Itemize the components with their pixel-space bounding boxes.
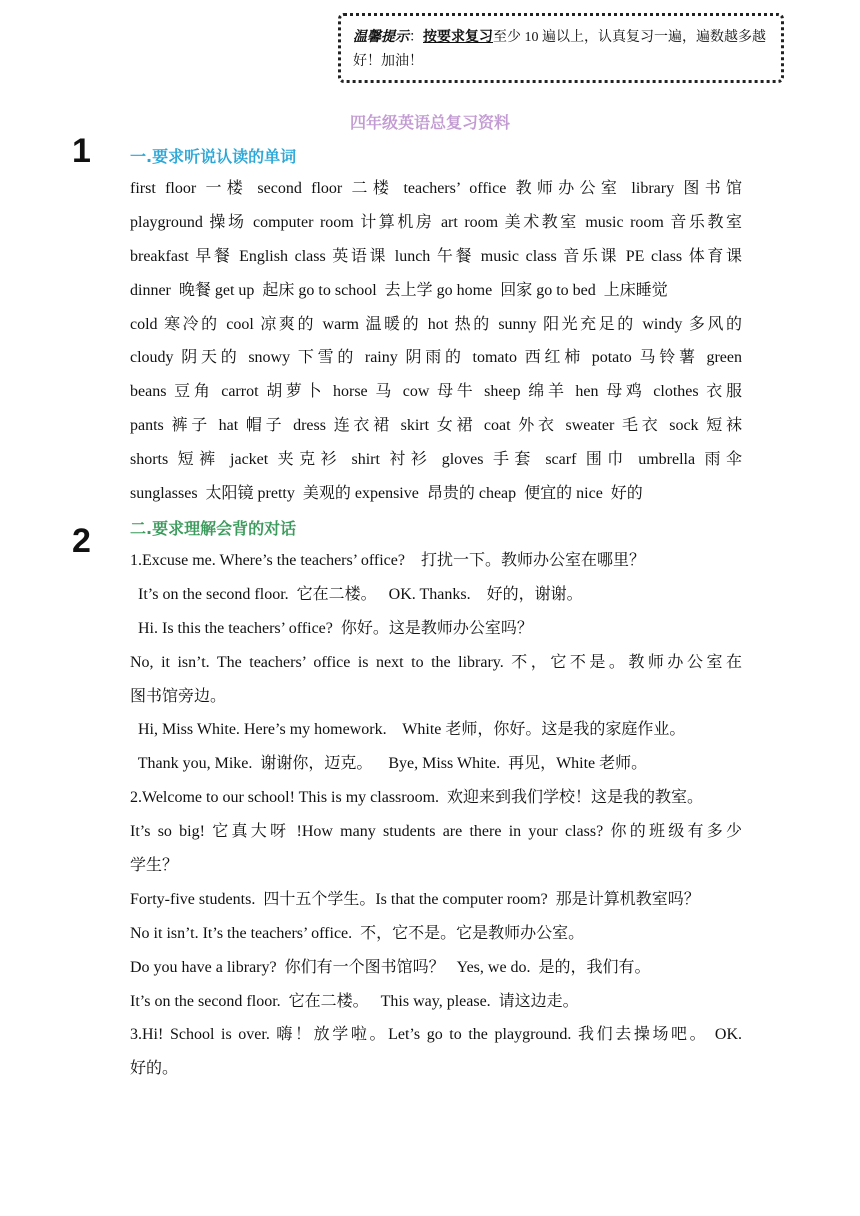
vocab-line: beans 豆角 carrot 胡萝卜 horse 马 cow 母牛 sheep 绵羊 hen 母鸡 clothes 衣服	[130, 383, 742, 401]
dialogue-line: No, it isn’t. The teachers’ office is next to the library. 不，它不是。教师办公室在	[130, 653, 742, 671]
dialogue-line: It’s so big! 它真大呀 !How many students are there in your class? 你的班级有多少	[130, 823, 742, 841]
tip-rest: 至少 10 遍以上，认真复习一遍，遍数越多越好！加油！	[353, 30, 766, 69]
vocab-line: playground 操场 computer room 计算机房 art room 美术教室 music room 音乐教室	[130, 213, 742, 231]
dialogue-line: 3.Hi! School is over. 嗨！放学啦。Let’s go to the playground. 我们去操场吧。 OK.	[130, 1026, 742, 1044]
dialogue-line: Do you have a library? 你们有一个图书馆吗？ Yes, we do. 是的，我们有。	[130, 958, 651, 976]
vocab-line: cloudy 阴天的 snowy 下雪的 rainy 阴雨的 tomato 西红柿 potato 马铃薯 green	[130, 349, 742, 367]
vocab-line: shorts 短裤 jacket 夹克衫 shirt 衬衫 gloves 手套 scarf 围巾 umbrella 雨伞	[130, 451, 742, 469]
dialogue-line: 图书馆旁边。	[130, 687, 227, 705]
dialogue-line: 1.Excuse me. Where’s the teachers’ office? 打扰一下。教师办公室在哪里？	[130, 552, 645, 569]
dialogue-line: Forty-five students. 四十五个学生。Is that the computer room? 那是计算机教室吗？	[130, 890, 700, 908]
dialogue-lines	[130, 544, 742, 1086]
dialogue-line: 好的。	[130, 1060, 179, 1078]
dialogue-line: Hi. Is this the teachers’ office? 你好。这是教师办公室吗？	[130, 619, 533, 637]
tip-label: 温馨提示	[353, 30, 409, 45]
section-heading-1: 一.要求听说认读的单词	[130, 147, 297, 166]
dialogue-line: Thank you, Mike. 谢谢你，迈克。 Bye, Miss White. 再见，White 老师。	[130, 755, 648, 773]
vocab-line: dinner 晚餐 get up 起床 go to school 去上学 go home 回家 go to bed 上床睡觉	[130, 281, 668, 299]
vocab-line: pants 裤子 hat 帽子 dress 连衣裙 skirt 女裙 coat 外衣 sweater 毛衣 sock 短袜	[130, 417, 742, 435]
dialogue-line: It’s on the second floor. 它在二楼。 This way, please. 请这边走。	[130, 992, 579, 1010]
vocabulary-lines	[130, 172, 742, 511]
dialogue-line: 学生？	[130, 857, 179, 875]
vocab-line: cold 寒冷的 cool 凉爽的 warm 温暖的 hot 热的 sunny 阳光充足的 windy 多风的	[130, 315, 742, 333]
vocab-line: first floor 一楼 second floor 二楼 teachers’ office 教师办公室 library 图书馆	[130, 180, 742, 197]
document-title: 四年级英语总复习资料	[349, 113, 510, 132]
tip-requirement: 按要求复习	[423, 30, 493, 45]
vocab-line: breakfast 早餐 English class 英语课 lunch 午餐 music class 音乐课 PE class 体育课	[130, 247, 742, 265]
section-number-1: 1	[72, 132, 91, 170]
vocab-line: sunglasses 太阳镜 pretty 美观的 expensive 昂贵的 cheap 便宜的 nice 好的	[130, 485, 643, 503]
tip-box	[338, 13, 784, 83]
dialogue-line: No it isn’t. It’s the teachers’ office. 不，它不是。它是教师办公室。	[130, 924, 585, 942]
section-heading-2: 二.要求理解会背的对话	[130, 519, 297, 538]
dialogue-line: 2.Welcome to our school! This is my classroom. 欢迎来到我们学校！这是我的教室。	[130, 789, 704, 807]
section-number-2: 2	[72, 522, 91, 560]
tip-colon: ：	[409, 30, 423, 45]
dialogue-line: Hi, Miss White. Here’s my homework. White 老师，你好。这是我的家庭作业。	[130, 721, 686, 739]
dialogue-line: It’s on the second floor. 它在二楼。 OK. Thanks. 好的，谢谢。	[130, 585, 583, 603]
